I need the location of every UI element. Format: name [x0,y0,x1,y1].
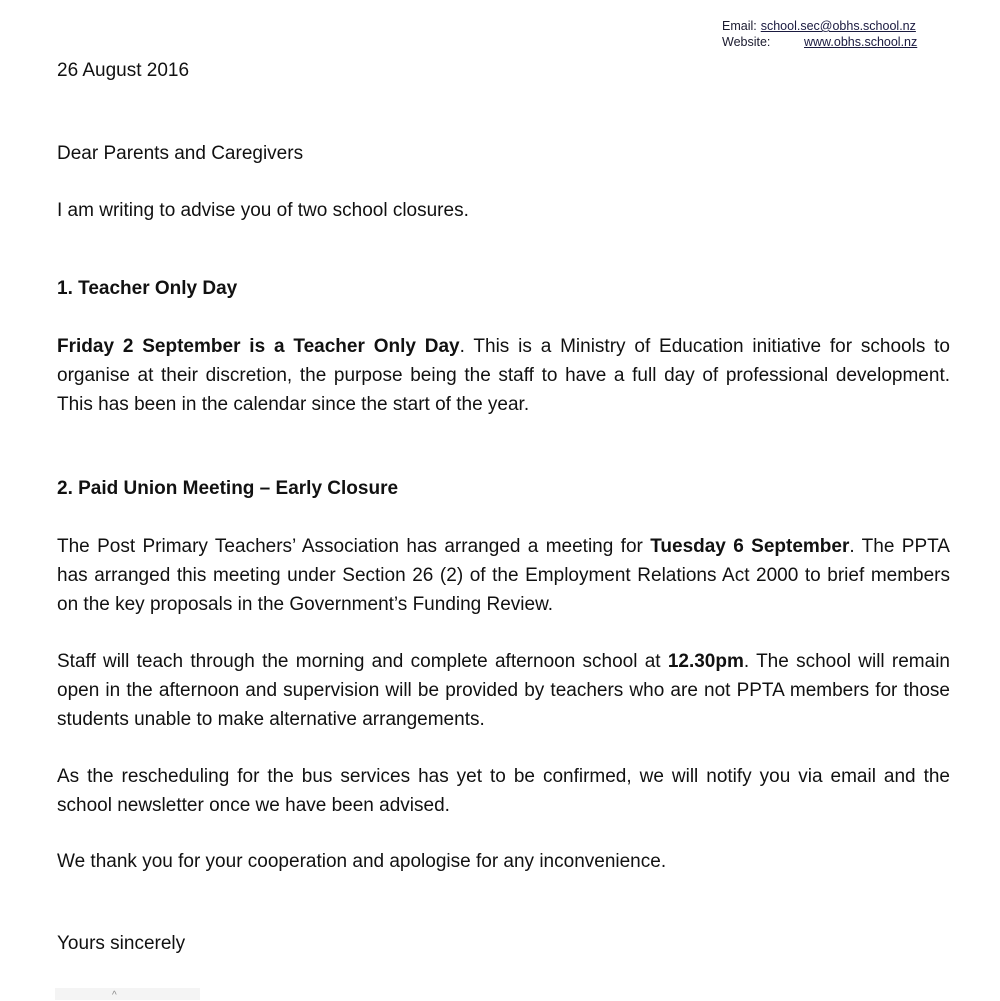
email-link[interactable]: school.sec@obhs.school.nz [760,19,916,33]
para1-text-after: . The PPTA has arranged this meeting under Section 26 (2) of the Employment Relations Act 2000 to brief members on the key proposals in the Government’s Funding Review. [57,536,950,615]
section1-heading: 1. Teacher Only Day [57,278,238,299]
section2-paragraph-3: As the rescheduling for the bus services has yet to be confirmed, we will notify you via email and the school newsletter once we have been advised. [57,766,950,816]
section2-heading: 2. Paid Union Meeting – Early Closure [57,478,399,499]
closure-time: 12.30pm [667,651,744,672]
section2-paragraph-2 [57,647,950,734]
contact-block [722,18,917,50]
section1-paragraph [57,332,950,419]
letter-date: 26 August 2016 [57,60,190,81]
meeting-date: Tuesday 6 September [650,536,850,557]
intro-text: I am writing to advise you of two school closures. [57,200,469,221]
website-link[interactable]: www.obhs.school.nz [804,35,918,49]
website-row [722,34,917,50]
section1-bold-lead: Friday 2 September is a Teacher Only Day [57,336,460,357]
salutation: Dear Parents and Caregivers [57,143,304,164]
para1-text-before: The Post Primary Teachers’ Association has arranged a meeting for [57,536,651,557]
email-label: Email: [722,19,757,33]
website-label: Website: [722,35,771,49]
section2-paragraph-1 [57,532,950,619]
section1-text: . This is a Ministry of Education initiative for schools to organise at their discretion, the purpose being the staff to have a full day of professional development. This has been in the calendar since the start of the year. [57,336,950,415]
signature-mark: ^ [112,990,117,1001]
para2-text-before: Staff will teach through the morning and complete afternoon school at [57,651,668,672]
para2-text-after: . The school will remain open in the afternoon and supervision will be provided by teachers who are not PPTA members for those students unable to make alternative arrangements. [57,651,950,730]
signature-image [55,988,200,1000]
email-row [722,18,917,34]
section2-paragraph-4: We thank you for your cooperation and apologise for any inconvenience. [57,851,667,872]
closing: Yours sincerely [57,933,186,954]
